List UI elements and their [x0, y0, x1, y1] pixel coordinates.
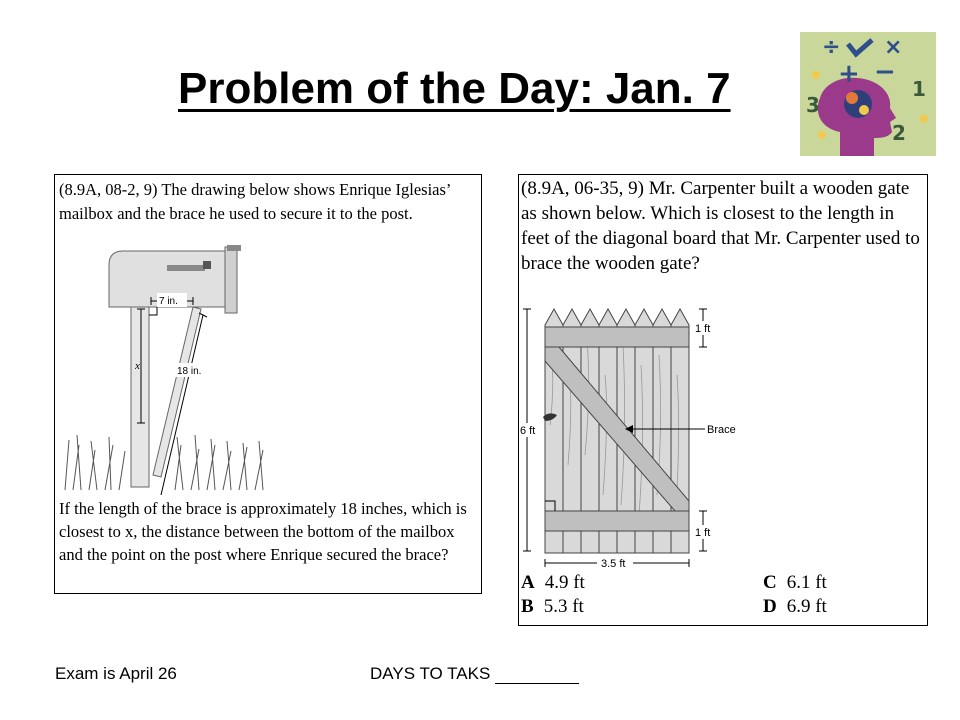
problem-2-panel [518, 174, 928, 626]
svg-text:✸: ✸ [918, 112, 930, 128]
problem-1-prompt: If the length of the brace is approximately 18 inches, which is closest to x, the distance between the bottom of the mailbox and the point on the post where Enrique secured the brace? [59, 499, 467, 564]
svg-text:6 ft: 6 ft [520, 425, 536, 437]
days-to-taks-footer: DAYS TO TAKS [370, 664, 579, 684]
svg-text:3.5 ft: 3.5 ft [601, 558, 626, 570]
svg-text:18 in.: 18 in. [177, 366, 202, 377]
svg-text:2: 2 [892, 121, 906, 145]
svg-text:x: x [135, 360, 140, 372]
choice-b[interactable]: B 5.3 ft [521, 596, 584, 617]
svg-text:+: + [838, 59, 860, 89]
svg-text:3: 3 [806, 93, 820, 117]
choice-d[interactable]: D 6.9 ft [763, 596, 827, 617]
problem-2-question: (8.9A, 06-35, 9) Mr. Carpenter built a wooden gate as shown below. Which is closest to the length in feet of the diagonal board that Mr. Carpenter used to brace the wooden gate? [521, 178, 920, 274]
days-blank [495, 667, 579, 684]
problem-1-panel [54, 174, 482, 594]
svg-text:1 ft: 1 ft [695, 323, 711, 335]
svg-text:Brace: Brace [707, 424, 736, 436]
svg-text:÷: ÷ [822, 35, 841, 60]
svg-text:1 ft: 1 ft [695, 527, 711, 539]
page-title: Problem of the Day: Jan. 7 [178, 64, 731, 113]
svg-text:✸: ✸ [810, 68, 822, 84]
choice-c[interactable]: C 6.1 ft [763, 572, 827, 593]
exam-date-footer: Exam is April 26 [55, 664, 177, 683]
math-brain-icon [800, 32, 936, 156]
svg-text:7 in.: 7 in. [159, 296, 178, 307]
svg-text:1: 1 [912, 77, 926, 101]
mailbox-figure [55, 245, 275, 495]
gate-figure [519, 305, 759, 573]
choice-a[interactable]: A 4.9 ft [521, 572, 585, 593]
svg-text:×: × [884, 35, 903, 60]
problem-1-question: (8.9A, 08-2, 9) The drawing below shows Enrique Iglesias’ mailbox and the brace he used to secure it to the post. [59, 180, 451, 223]
svg-text:✸: ✸ [816, 128, 828, 144]
svg-text:−: − [874, 57, 896, 87]
